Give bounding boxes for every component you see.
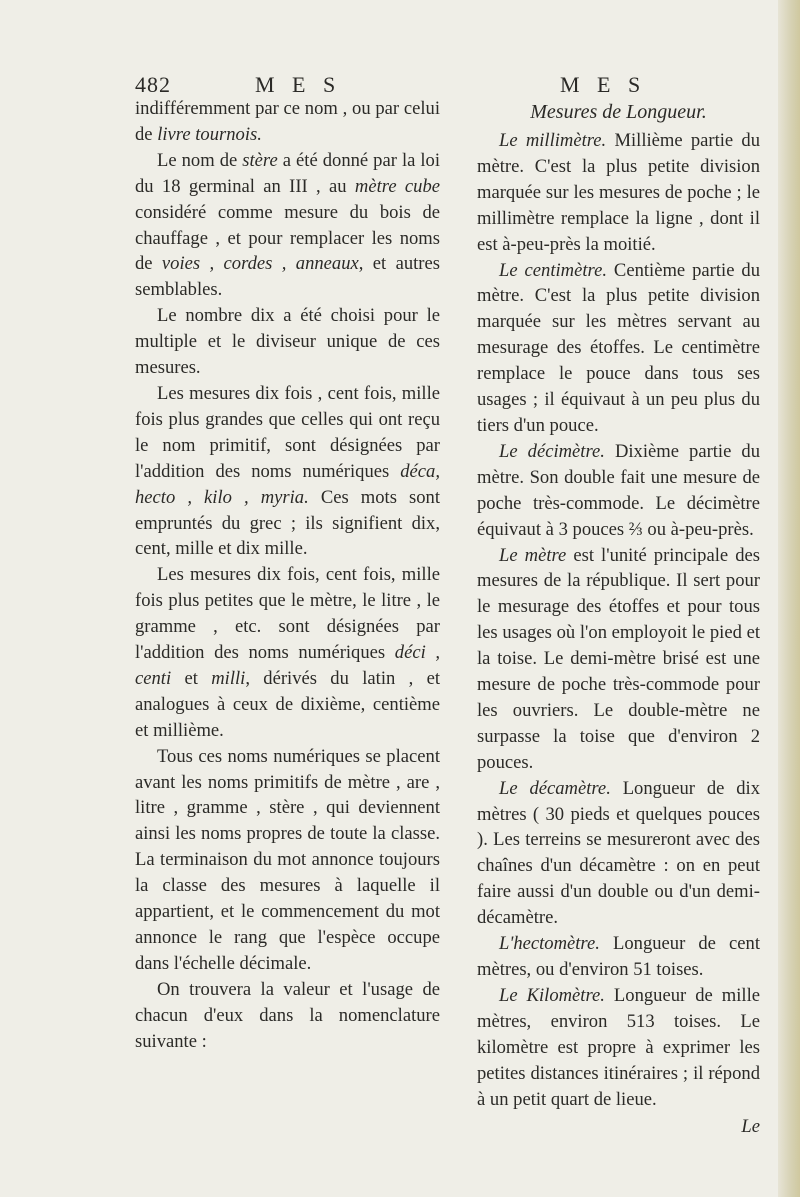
catchword: Le — [741, 1116, 760, 1138]
paragraph: Les mesures dix fois, cent fois, mille fois plus petites que le mètre, le litre , le gramme , etc. sont désignées par l'addition des noms numériques déci , centi et milli, dérivés du latin , et analogues à ceux de dixième, centième et millième. — [135, 564, 440, 741]
entry-term: L'hectomètre. — [499, 933, 600, 955]
definition-entry: Le décimètre. Dixième partie du mètre. Son double fait une mesure de poche très-commode. Le décimètre équivaut à 3 pouces ⅔ ou à-peu-près. — [477, 440, 760, 540]
right-column — [477, 96, 760, 1140]
definition-entry: Le centimètre. Centième partie du mètre. C'est la plus petite division marquée sur les mètres servant au mesurage des étoffes. Le centimètre remplace le pouce dans tous ses usages ; il équivaut à un peu plus du tiers d'un pouce. — [477, 259, 761, 436]
definition-entry: Le décamètre. Longueur de dix mètres ( 30 pieds et quelques pouces ). Les terreins se mesureront avec des chaînes d'un décamètre : on en peut faire aussi d'un double ou d'un demi-décamètre. — [477, 777, 760, 929]
section-heading: Mesures de Longueur. — [530, 101, 707, 123]
entry-term: Le mètre — [499, 544, 567, 566]
entry-term: Le Kilomètre. — [499, 984, 605, 1006]
definition-entry: Le millimètre. Millième partie du mètre. C'est la plus petite division marquée sur les mesures de poche ; le millimètre remplace la ligne , dont il est à-peu-près la moitié. — [477, 130, 760, 255]
definition-entry: Le mètre est l'unité principale des mesures de la république. Il sert pour le mesurage des étoffes et pour tous les usages où l'on employoit le pied et la toise. Le demi-mètre brisé est une mesure de poche très-commode pour les ouvriers. Le double-mètre ne surpasse la toise que d'environ 2 pouces. — [477, 544, 760, 773]
paragraph: On trouvera la valeur et l'usage de chacun d'eux dans la nomenclature suivante : — [135, 978, 440, 1052]
paragraph: Les mesures dix fois , cent fois, mille fois plus grandes que celles qui ont reçu le nom primitif, sont désignées par l'addition des noms numériques déca, hecto , kilo , myria. Ces mots sont empruntés du grec ; ils signifient dix, cent, mille et dix mille. — [135, 382, 440, 560]
right-running-title: M E S — [560, 72, 647, 97]
paragraph: Le nom de stère a été donné par la loi du 18 germinal an III , au mètre cube considéré comme mesure du bois de chauffage , et pour remplacer les noms de voies , cordes , anneaux, et autres semblables. — [135, 149, 441, 301]
left-column — [135, 96, 440, 1055]
entry-term: Le décimètre. — [499, 440, 605, 462]
paragraph: Le nombre dix a été choisi pour le multiple et le diviseur unique de ces mesures. — [135, 305, 440, 379]
running-header — [135, 72, 760, 98]
paragraph: Tous ces noms numériques se placent avant les noms primitifs de mètre , are , litre , gramme , stère , qui deviennent ainsi les noms propres de toute la classe. La terminaison du mot annonce toujours la classe des mesures à laquelle il appartient, et le commencement du mot annonce le rang que l'espèce occupe dans l'échelle décimale. — [135, 745, 440, 974]
entry-term: Le millimètre. — [499, 130, 607, 151]
left-running-title: M E S — [255, 72, 342, 97]
entry-term: Le centimètre. — [499, 259, 607, 281]
page-number: 482 — [135, 72, 171, 97]
paragraph: indifféremment par ce nom , ou par celui de livre tournois. — [135, 98, 440, 145]
definition-entry: Le Kilomètre. Longueur de mille mètres, environ 513 toises. Le kilomètre est propre à exprimer les petites distances itinéraires ; il répond à un petit quart de lieue. — [477, 984, 760, 1110]
entry-term: Le décamètre. — [499, 777, 611, 799]
definition-entry: L'hectomètre. Longueur de cent mètres, ou d'environ 51 toises. — [477, 933, 760, 980]
page-edge — [778, 0, 800, 1197]
